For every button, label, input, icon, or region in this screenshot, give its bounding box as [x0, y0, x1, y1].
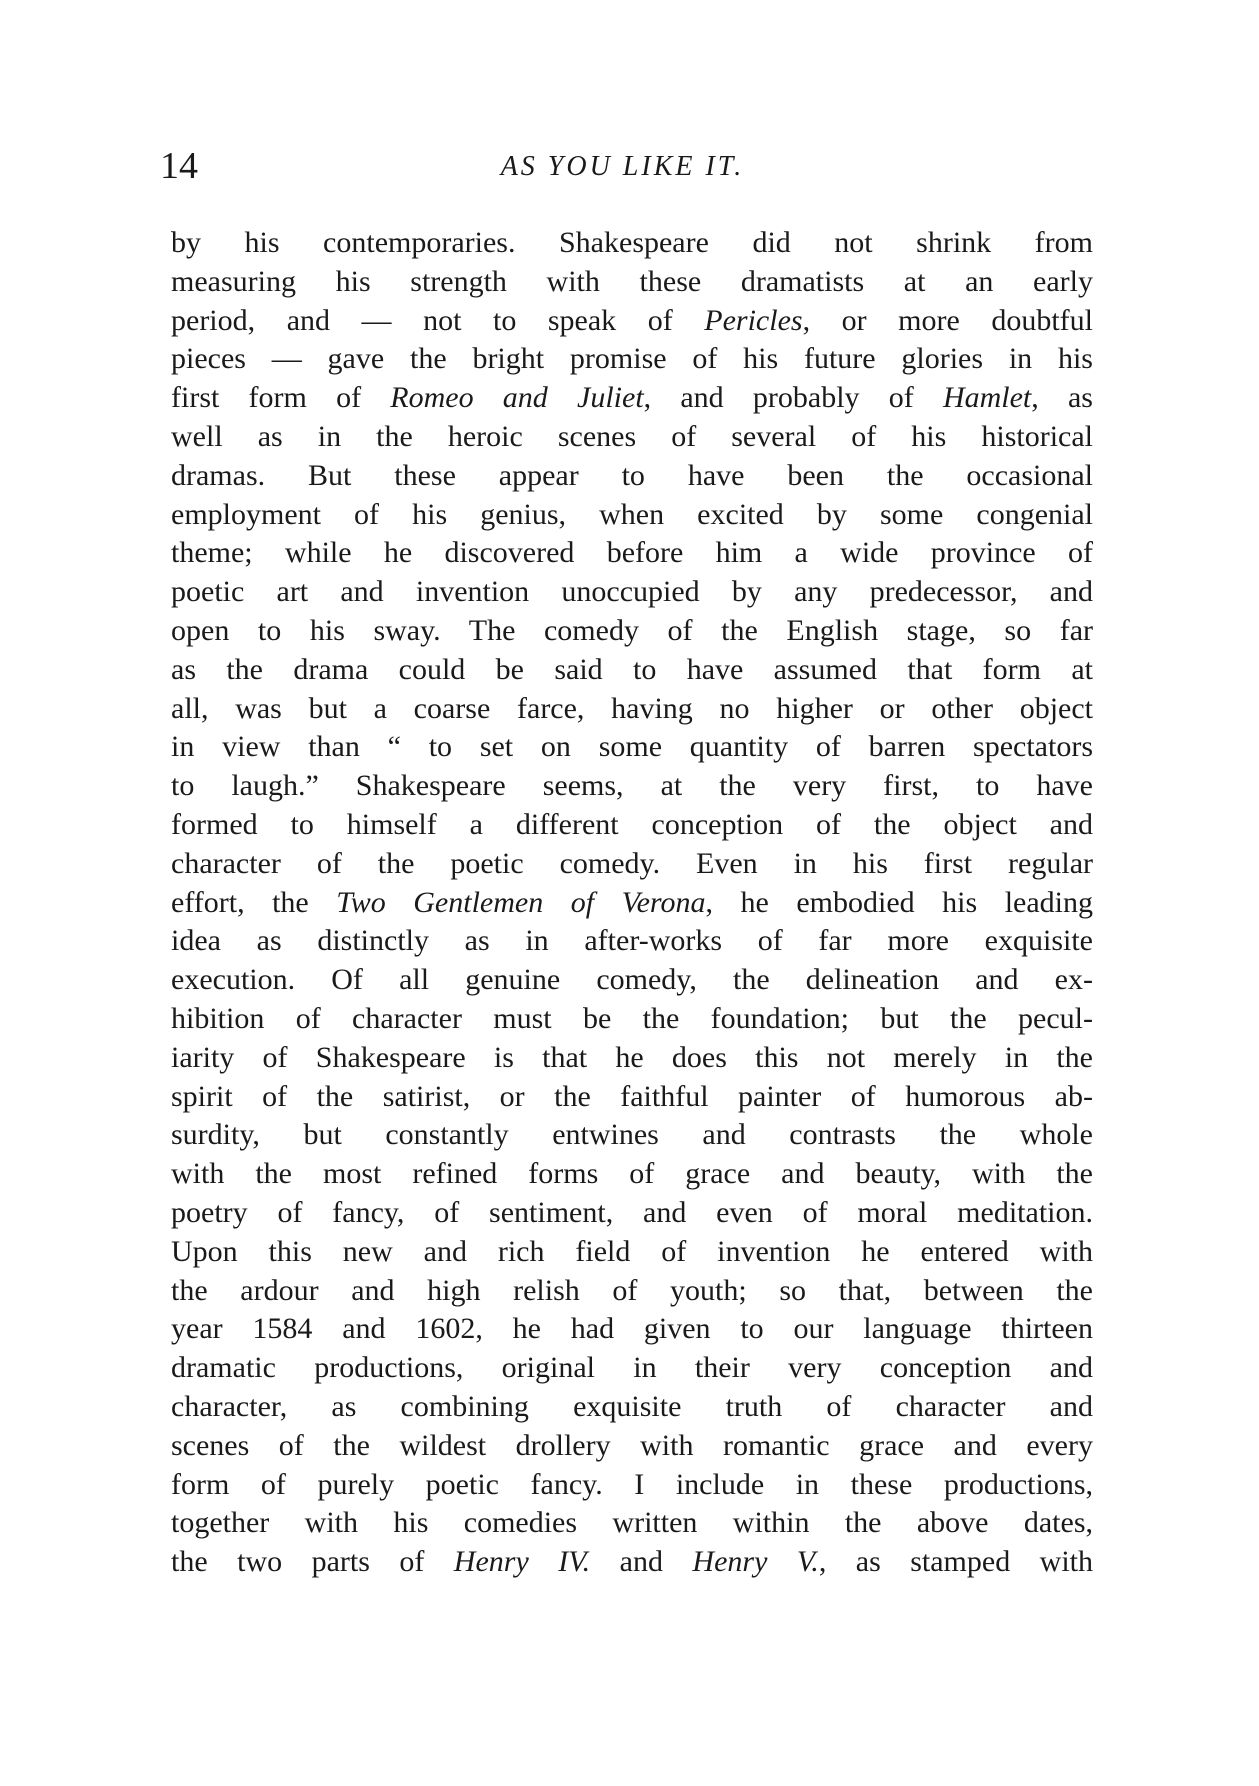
text-line: iarity of Shakespeare is that he does this not merely in the [171, 1040, 1093, 1074]
text-line: idea as distinctly as in after-works of far more exquisite [171, 924, 1093, 958]
text-line: with the most refined forms of grace and beauty, with the [171, 1157, 1093, 1191]
text-line: pieces — gave the bright promise of his future glories in his [171, 342, 1093, 376]
text-line: well as in the heroic scenes of several of his historical [171, 419, 1093, 453]
text-line: in view than “ to set on some quantity of barren spectators [171, 730, 1093, 764]
text-line: theme; while he discovered before him a wide province of [171, 536, 1093, 570]
text-line: formed to himself a different conception of the object and [171, 807, 1093, 841]
text-line: scenes of the wildest drollery with romantic grace and every [171, 1428, 1093, 1462]
text-line: hibition of character must be the foundation; but the pecul- [171, 1001, 1093, 1035]
text-line: first form of Romeo and Juliet, and probably of Hamlet, as [171, 381, 1093, 415]
text-line: surdity, but constantly entwines and contrasts the whole [171, 1118, 1093, 1152]
text-line: the two parts of Henry IV. and Henry V., as stamped with [171, 1545, 1093, 1579]
text-line: open to his sway. The comedy of the English stage, so far [171, 613, 1093, 647]
text-line: year 1584 and 1602, he had given to our language thirteen [171, 1312, 1093, 1346]
text-line: as the drama could be said to have assumed that form at [171, 652, 1093, 686]
text-line: character of the poetic comedy. Even in his first regular [171, 846, 1093, 880]
text-line: Upon this new and rich field of invention he entered with [171, 1234, 1093, 1268]
text-line: measuring his strength with these dramatists at an early [171, 264, 1093, 298]
text-line: spirit of the satirist, or the faithful painter of humorous ab- [171, 1079, 1093, 1113]
text-line: effort, the Two Gentlemen of Verona, he embodied his leading [171, 885, 1093, 919]
page-number: 14 [160, 145, 198, 187]
text-line: by his contemporaries. Shakespeare did not shrink from [171, 226, 1093, 259]
text-line: form of purely poetic fancy. I include in these productions, [171, 1467, 1093, 1501]
text-line: poetic art and invention unoccupied by any predecessor, and [171, 575, 1093, 609]
text-line: poetry of fancy, of sentiment, and even of moral meditation. [171, 1195, 1093, 1229]
text-line: to laugh.” Shakespeare seems, at the very first, to have [171, 769, 1093, 803]
body-text [171, 224, 1093, 1582]
text-line: employment of his genius, when excited by some congenial [171, 497, 1093, 531]
text-line: the ardour and high relish of youth; so that, between the [171, 1273, 1093, 1307]
text-line: all, was but a coarse farce, having no higher or other object [171, 691, 1093, 725]
text-line: dramatic productions, original in their very conception and [171, 1351, 1093, 1385]
text-line: dramas. But these appear to have been the occasional [171, 458, 1093, 492]
text-line: character, as combining exquisite truth of character and [171, 1389, 1093, 1423]
text-line: period, and — not to speak of Pericles, or more doubtful [171, 303, 1093, 337]
text-line: together with his comedies written within the above dates, [171, 1506, 1093, 1540]
running-title: AS YOU LIKE IT. [500, 151, 745, 182]
text-line: execution. Of all genuine comedy, the delineation and ex- [171, 963, 1093, 997]
